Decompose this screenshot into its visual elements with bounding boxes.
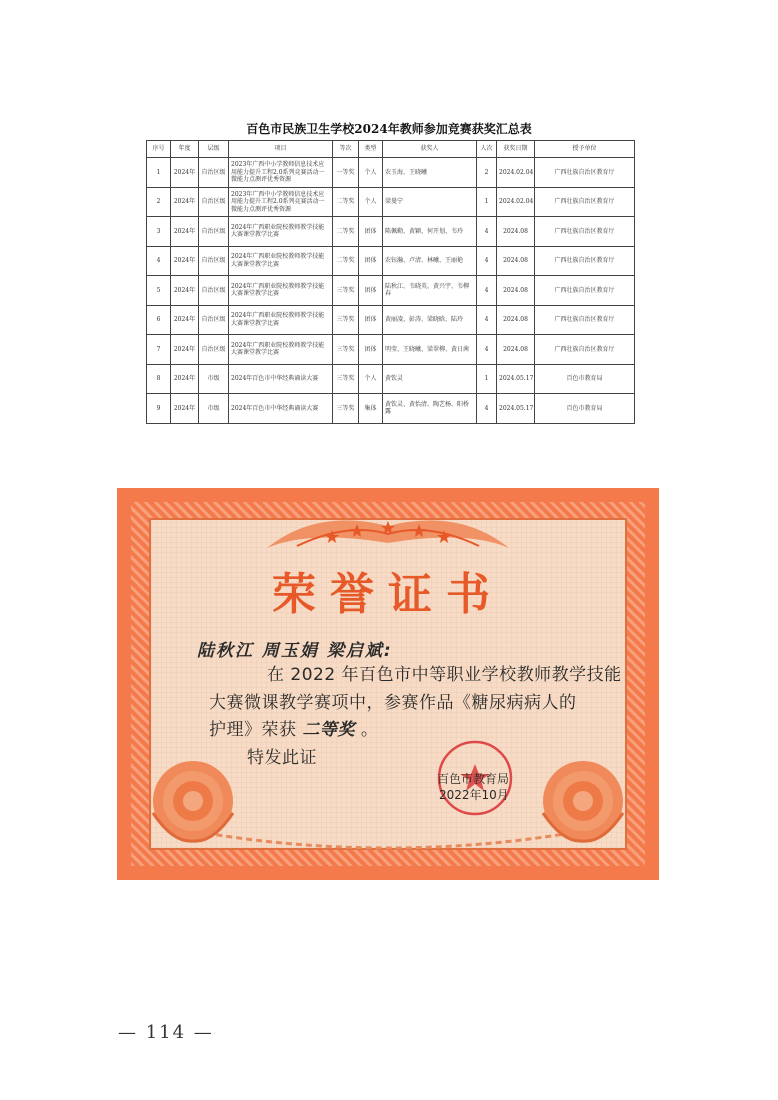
table-header-cell: 类型 [359, 141, 383, 158]
table-cell: 自治区级 [199, 217, 229, 247]
table-row [147, 335, 635, 365]
rose-icon [143, 753, 243, 848]
table-cell: 4 [147, 246, 171, 276]
certificate-body-text: 护理》荣获 [209, 720, 297, 740]
table-cell: 黄钦灵 [383, 364, 477, 394]
table-cell: 1 [147, 158, 171, 188]
table-cell: 个人 [359, 158, 383, 188]
table-cell: 7 [147, 335, 171, 365]
table-cell: 广西壮族自治区教育厅 [535, 217, 635, 247]
page-number: — 114 — [118, 1022, 214, 1043]
table-cell: 9 [147, 394, 171, 424]
table-cell: 2024.05.17 [497, 394, 535, 424]
table-cell: 广西壮族自治区教育厅 [535, 335, 635, 365]
table-row [147, 364, 635, 394]
table-cell: 2024年 [171, 364, 199, 394]
table-cell: 梁曼宁 [383, 187, 477, 217]
table-cell: 2024年百色市中华经典诵读大赛 [229, 364, 333, 394]
award-level: 二等奖 [302, 720, 355, 740]
table-cell: 一等奖 [333, 158, 359, 188]
certificate-body-line [209, 715, 378, 740]
table-header-cell: 序号 [147, 141, 171, 158]
table-cell: 三等奖 [333, 276, 359, 306]
table-cell: 8 [147, 364, 171, 394]
table-cell: 2023年广西中小学教师信息技术应用能力提升工程2.0系列竞赛活动一微能力点测评优秀资源 [229, 187, 333, 217]
table-cell: 3 [147, 217, 171, 247]
table-cell: 百色市教育局 [535, 364, 635, 394]
table-cell: 2024年百色市中华经典诵读大赛 [229, 394, 333, 424]
table-row [147, 187, 635, 217]
table-cell: 广西壮族自治区教育厅 [535, 158, 635, 188]
table-cell: 2024年 [171, 158, 199, 188]
certificate-issuer: 百色市教育局 [437, 772, 510, 786]
table-cell: 市级 [199, 394, 229, 424]
table-cell: 6 [147, 305, 171, 335]
table-cell: 4 [477, 394, 497, 424]
table-cell: 团体 [359, 276, 383, 306]
table-cell: 2024.08 [497, 335, 535, 365]
table-cell: 2024.05.17 [497, 364, 535, 394]
table-cell: 4 [477, 335, 497, 365]
table-cell: 自治区级 [199, 158, 229, 188]
table-header-cell: 人次 [477, 141, 497, 158]
certificate-body-line: 大赛微课教学赛项中，参赛作品《糖尿病病人的 [209, 693, 577, 713]
table-row [147, 305, 635, 335]
table-cell: 2024年 [171, 394, 199, 424]
table-cell: 黄钦灵、黄怡清、陶艺杨、阳桥露 [383, 394, 477, 424]
table-cell: 集体 [359, 394, 383, 424]
table-header-cell: 授予单位 [535, 141, 635, 158]
table-header-cell: 年度 [171, 141, 199, 158]
table-cell: 三等奖 [333, 364, 359, 394]
table-cell: 2024年 [171, 187, 199, 217]
table-header-cell: 项目 [229, 141, 333, 158]
table-cell: 2024.08 [497, 276, 535, 306]
award-summary-table [146, 140, 635, 424]
table-row [147, 246, 635, 276]
table-cell: 2024年广西职业院校教师教学技能大赛课堂教学比赛 [229, 305, 333, 335]
table-cell: 团体 [359, 217, 383, 247]
table-cell: 团体 [359, 305, 383, 335]
table-cell: 2024.08 [497, 217, 535, 247]
table-cell: 二等奖 [333, 187, 359, 217]
table-cell: 2024.08 [497, 246, 535, 276]
table-cell: 陈佩勤、黄颖、何开划、韦玲 [383, 217, 477, 247]
table-cell: 1 [477, 187, 497, 217]
table-cell: 2024年 [171, 276, 199, 306]
table-cell: 2024年 [171, 335, 199, 365]
table-cell: 4 [477, 217, 497, 247]
table-cell: 2024.08 [497, 305, 535, 335]
table-cell: 2024年广西职业院校教师教学技能大赛课堂教学比赛 [229, 246, 333, 276]
table-title: 百色市民族卫生学校2024年教师参加竞赛获奖汇总表 [246, 122, 532, 136]
table-row [147, 394, 635, 424]
table-cell: 2024年 [171, 305, 199, 335]
honor-certificate [117, 488, 659, 880]
table-cell: 二等奖 [333, 217, 359, 247]
table-cell: 三等奖 [333, 335, 359, 365]
table-cell: 2024年广西职业院校教师教学技能大赛课堂教学比赛 [229, 217, 333, 247]
table-cell: 农玉海、王晓曦 [383, 158, 477, 188]
table-cell: 个人 [359, 187, 383, 217]
table-header-cell: 层级 [199, 141, 229, 158]
table-cell: 市级 [199, 364, 229, 394]
table-cell: 自治区级 [199, 335, 229, 365]
table-cell: 4 [477, 305, 497, 335]
table-cell: 黄丽凌、彭涛、梁晓晗、陆玲 [383, 305, 477, 335]
table-cell: 个人 [359, 364, 383, 394]
table-header-cell: 获奖人 [383, 141, 477, 158]
table-cell: 团体 [359, 335, 383, 365]
table-cell: 4 [477, 276, 497, 306]
table-cell: 2024年广西职业院校教师教学技能大赛课堂教学比赛 [229, 335, 333, 365]
table-header-row [147, 141, 635, 158]
certificate-date: 2022年10月 [439, 788, 509, 802]
table-row [147, 217, 635, 247]
table-cell: 百色市教育局 [535, 394, 635, 424]
table-cell: 三等奖 [333, 305, 359, 335]
table-header-cell: 获奖日期 [497, 141, 535, 158]
certificate-body-text: 。 [360, 720, 379, 740]
certificate-closing: 特发此证 [247, 748, 317, 768]
table-cell: 自治区级 [199, 276, 229, 306]
table-cell: 广西壮族自治区教育厅 [535, 246, 635, 276]
table-cell: 三等奖 [333, 394, 359, 424]
table-cell: 农钰瀚、卢清、林曦、王丽艳 [383, 246, 477, 276]
table-cell: 5 [147, 276, 171, 306]
table-header-cell: 等次 [333, 141, 359, 158]
table-cell: 2 [477, 158, 497, 188]
table-cell: 4 [477, 246, 497, 276]
table-cell: 2024.02.04 [497, 158, 535, 188]
table-cell: 2024年 [171, 246, 199, 276]
table-cell: 团体 [359, 246, 383, 276]
table-cell: 自治区级 [199, 187, 229, 217]
table-cell: 2023年广西中小学教师信息技术应用能力提升工程2.0系列竞赛活动一微能力点测评优秀资源 [229, 158, 333, 188]
rose-icon [533, 753, 633, 848]
table-cell: 广西壮族自治区教育厅 [535, 305, 635, 335]
table-cell: 广西壮族自治区教育厅 [535, 276, 635, 306]
table-cell: 明莹、王晓曦、梁翠柳、黄日茜 [383, 335, 477, 365]
certificate-body-line: 在 2022 年百色市中等职业学校教师教学技能 [267, 665, 622, 685]
table-cell: 陆秋江、韦晓英、黄兴宇、韦柳春 [383, 276, 477, 306]
table-row [147, 158, 635, 188]
table-cell: 自治区级 [199, 246, 229, 276]
table-cell: 2024年广西职业院校教师教学技能大赛课堂教学比赛 [229, 276, 333, 306]
table-cell: 2 [147, 187, 171, 217]
table-cell: 广西壮族自治区教育厅 [535, 187, 635, 217]
table-cell: 自治区级 [199, 305, 229, 335]
table-row [147, 276, 635, 306]
certificate-recipients: 陆秋江 周玉娟 梁启斌: [197, 641, 393, 661]
table-cell: 2024.02.04 [497, 187, 535, 217]
certificate-title: 荣誉证书 [272, 569, 504, 620]
table-cell: 1 [477, 364, 497, 394]
table-cell: 2024年 [171, 217, 199, 247]
table-cell: 二等奖 [333, 246, 359, 276]
